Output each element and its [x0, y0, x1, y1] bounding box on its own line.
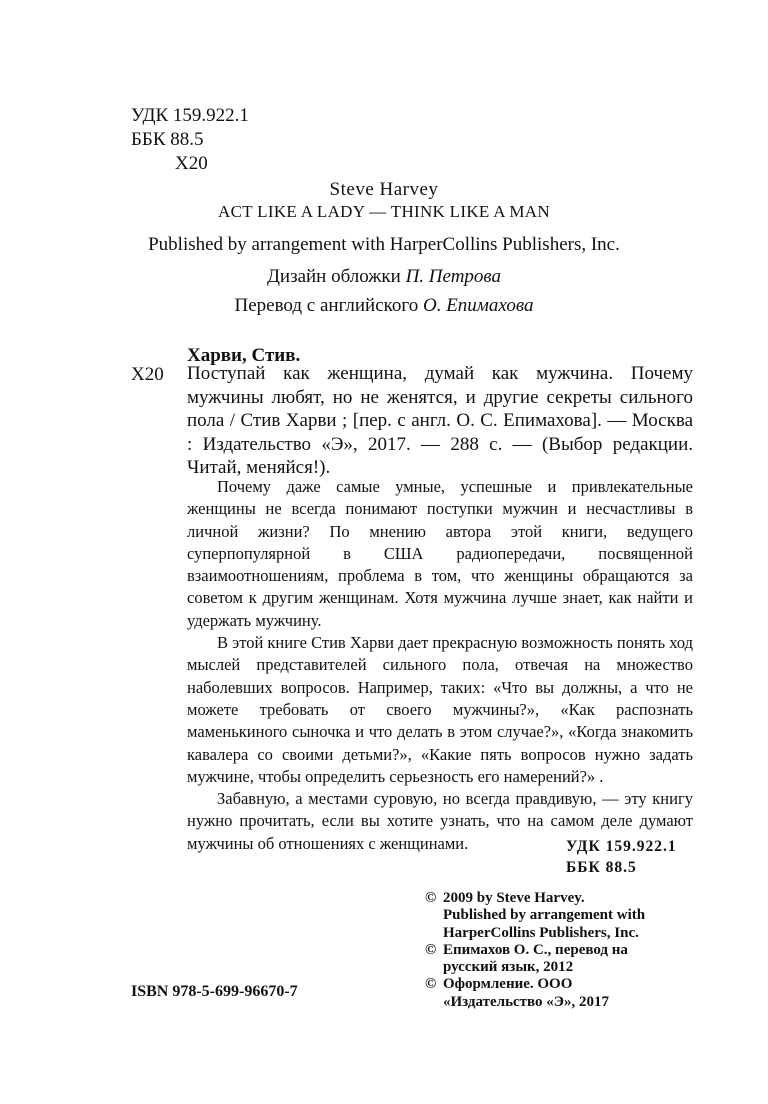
copyright-line: HarperCollins Publishers, Inc.: [443, 924, 639, 941]
annotation-paragraph: Забавную, а местами суровую, но всегда правдивую, — эту книгу нужно прочитать, если вы хотите узнать, что на самом деле думают мужчины об отношениях с женщинами.: [187, 789, 693, 853]
udk-code: УДК 159.922.1: [131, 105, 249, 126]
bibliographic-mark: Х20: [131, 364, 164, 385]
udk-code-right: УДК 159.922.1: [566, 838, 677, 855]
annotation-paragraph: Почему даже самые умные, успешные и привлекательные женщины не всегда понимают поступки мужчин и несчастливы в личной жизни? По мнению автора этой книги, ведущего суперпопулярной в США радиопередачи, посвященной взаимоотношениям, проблема в том, что женщины обращаются за советом к другим женщинам. Хотя мужчина лучше знает, как найти и удержать мужчину.: [187, 477, 693, 630]
copyright-line: Published by arrangement with: [443, 907, 646, 924]
copyright-line: © Оформление. ООО: [425, 976, 573, 993]
bibliographic-description: Поступай как женщина, думай как мужчина. Почему мужчины любят, но не женятся, и другие секреты сильного пола / Стив Харви ; [пер. с англ. О. С. Епимахова]. — Москва : Издательство «Э», 2017. — 288 с. — (Выбор редакции. Читай, меняйся!).: [187, 363, 693, 478]
translation-credit: [0, 295, 768, 317]
isbn: ISBN 978-5-699-96670-7: [131, 983, 298, 1000]
copyright-symbol: ©: [425, 941, 437, 958]
bibliographic-author: Харви, Стив.: [187, 345, 301, 366]
copyright-block: [425, 890, 645, 1011]
copyright-line: «Издательство «Э», 2017: [443, 993, 609, 1010]
copyright-symbol: ©: [425, 976, 437, 993]
cover-designer-name: П. Петрова: [405, 266, 502, 287]
classification-right: [566, 836, 677, 878]
author-mark: Х20: [175, 153, 208, 174]
copyright-line: © 2009 by Steve Harvey.: [425, 890, 585, 906]
classification-block: [131, 104, 249, 176]
copyright-symbol: ©: [425, 890, 437, 906]
original-title: ACT LIKE A LADY — THINK LIKE A MAN: [218, 202, 550, 221]
copyright-line: русский язык, 2012: [443, 959, 574, 976]
cover-design-label: Дизайн обложки: [266, 266, 406, 287]
cover-design-credit: [0, 266, 768, 288]
original-author: Steve Harvey: [329, 179, 439, 200]
translation-label: Перевод с английского: [234, 295, 423, 316]
bbk-code-right: ББК 88.5: [566, 859, 637, 876]
translator-name: О. Епимахова: [422, 295, 534, 316]
publication-note: Published by arrangement with HarperCollins Publishers, Inc.: [148, 234, 620, 255]
bbk-code: ББК 88.5: [131, 129, 204, 150]
annotation-paragraph: В этой книге Стив Харви дает прекрасную возможность понять ход мыслей представителей сильного пола, отвечая на множество наболевших вопросов. Например, таких: «Что вы должны, а что не можете требовать от своего мужчины?», «Как распознать маменькиного сыночка и что делать в этом случае?», «Когда знакомить кавалера со своими детьми?», «Какие пять вопросов нужно задать мужчине, чтобы определить серьезность его намерений?» .: [187, 633, 694, 786]
annotation: [187, 476, 693, 855]
copyright-line: © Епимахов О. С., перевод на: [425, 941, 628, 958]
